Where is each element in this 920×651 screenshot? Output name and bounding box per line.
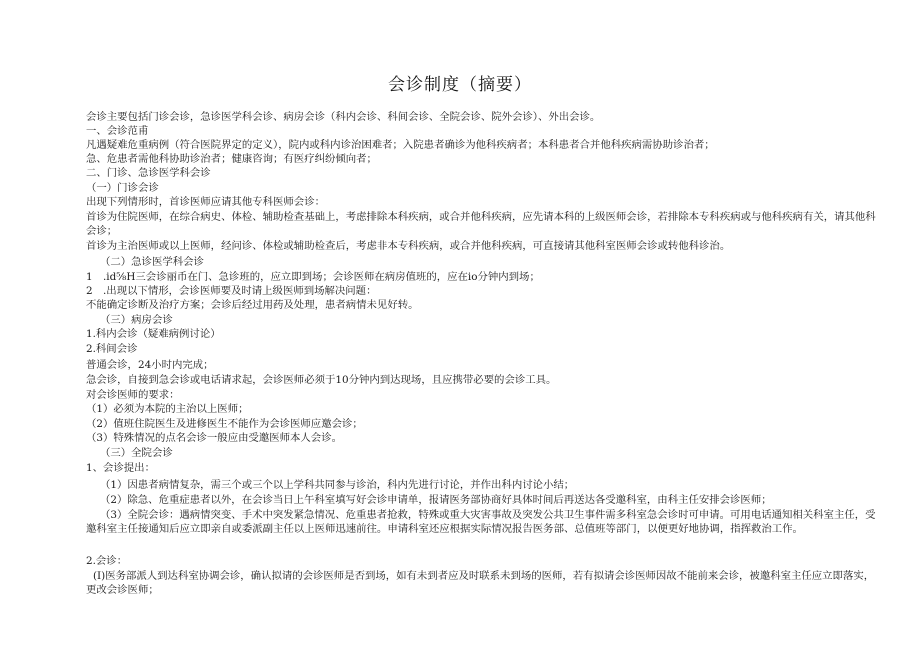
section-heading-2: 二、门诊、急诊医学科会诊 xyxy=(86,167,211,179)
list-item: 1、会诊提出： xyxy=(86,462,155,474)
list-item: （1）必须为本院的主治以上医师； xyxy=(86,403,249,415)
paragraph-line: 急、危患者需他科协助诊治者；健康咨询；有医疗纠纷倾向者； xyxy=(86,153,377,165)
paragraph-line: 凡遇疑难危重病例（符合医院界定的定义），院内或科内诊治困难者；入院患者确诊为他科疾病者；本科患者合并他科疾病需协助诊治者； xyxy=(86,139,715,151)
list-item: 1 .id⅝H三会诊丽币在门、急诊班的，应立即到场；会诊医师在病房值班的，应在io分钟内到场； xyxy=(86,271,540,283)
list-item: （2）值班住院医生及进修医生不能作为会诊医师应邀会诊； xyxy=(86,418,363,430)
paragraph-line: 首诊为主治医师或以上医师，经问诊、体检或辅助检查后，考虑非本专科疾病，或合并他科疾病，可直接请其他科室医师会诊或转他科诊治。 xyxy=(86,240,731,252)
paragraph-line: 普通会诊，24小时内完成； xyxy=(86,359,214,371)
subsection-heading: （三）全院会诊 xyxy=(100,447,173,459)
list-item: （3）特殊情况的点名会诊一般应由受邀医师本人会诊。 xyxy=(86,432,342,444)
list-item: （2）除急、危重症患者以外，在会诊当日上午科室填写好会诊申请单，报请医务部协商好具体时间后再送达各受邀科室，由科主任安排会诊医师； xyxy=(100,494,772,506)
paragraph-block: (I)医务部派人到达科室协调会诊，确认拟请的会诊医师是否到场，如有未到者应及时联系未到场的医师，若有拟请会诊医师因故不能前来会诊，被邀科室主任应立即落实，更改会诊医师； xyxy=(86,570,875,596)
paragraph-line: 对会诊医师的要求： xyxy=(86,389,180,401)
paragraph-line: 出现下列情形时，首诊医师应请其他专科医师会诊： xyxy=(86,196,325,208)
page-title: 会诊制度（摘要） xyxy=(388,75,532,95)
subsection-heading: （三）病房会诊 xyxy=(100,314,173,326)
subsection-heading: （二）急诊医学科会诊 xyxy=(100,256,204,268)
intro-paragraph: 会诊主要包括门诊会诊，急诊医学科会诊、病房会诊（科内会诊、科间会诊、全院会诊、院外会诊）、外出会诊。 xyxy=(86,111,601,123)
list-item: （1）因患者病情复杂，需三个或三个以上学科共同参与诊治，科内先进行讨论，并作出科内讨论小结； xyxy=(100,479,575,491)
paragraph-line: 不能确定诊断及治疗方案；会诊后经过用药及处理，患者病情未见好转。 xyxy=(86,299,419,311)
list-item: 2.会诊： xyxy=(86,555,128,567)
paragraph-block: 首诊为住院医师，在综合病史、体检、辅助检查基础上，考虑排除本科疾病，或合并他科疾病，应先请本科的上级医师会诊，若排除本专科疾病或与他科疾病有关，请其他科会诊； xyxy=(86,211,876,237)
list-item: 2 .出现以下情形，会诊医师要及时请上级医师到场解决问题： xyxy=(86,285,377,297)
subsection-heading: （一）门诊会诊 xyxy=(86,182,159,194)
list-item: 2.科间会诊 xyxy=(86,343,138,355)
paragraph-line: 急会诊，自接到急会诊或电话请求起，会诊医师必须于10分钟内到达现场，且应携带必要的会诊工具。 xyxy=(86,374,557,386)
paragraph-block: （3）全院会诊：遇病情突变、手术中突发紧急情况、危重患者抢救，特殊或重大灾害事故及突发公共卫生事件需多科室急会诊时可申请。可用电话通知相关科室主任，受邀科室主任接通知后应立即亲自或委派副主任以上医师迅速前往。申请科室还应根据实际情况报告医务部、总值班等部门，以便更好地协调，指挥救治工作。 xyxy=(86,509,876,535)
section-heading-1: 一、会诊范甫 xyxy=(86,125,149,137)
list-item: 1.科内会诊（疑难病例讨论） xyxy=(86,328,221,340)
